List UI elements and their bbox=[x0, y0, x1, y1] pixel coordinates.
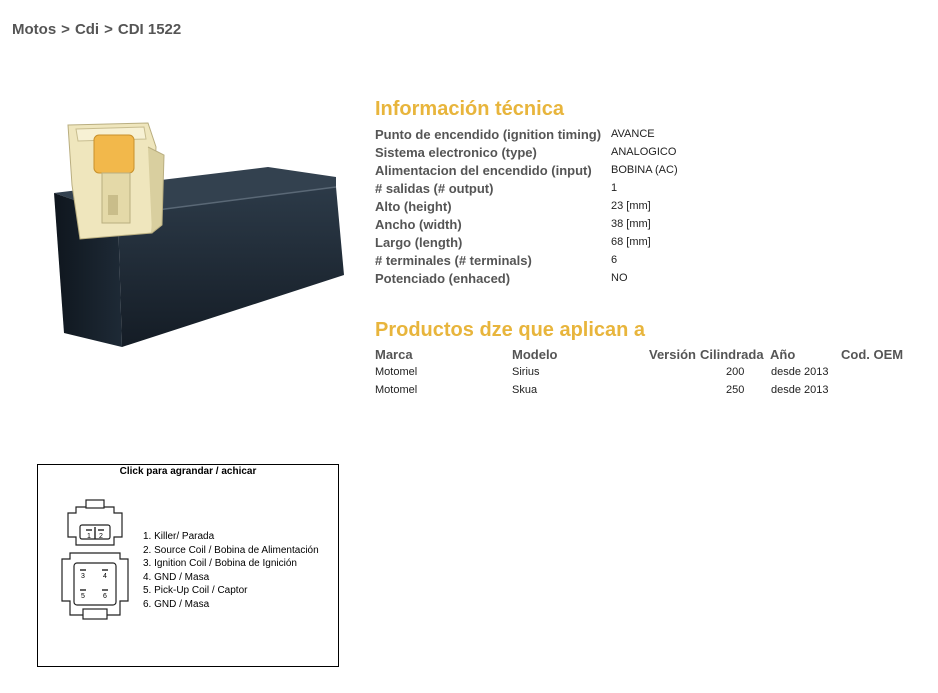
spec-label: # salidas (# output) bbox=[375, 180, 494, 196]
products-table bbox=[375, 345, 911, 399]
spec-value: BOBINA (AC) bbox=[611, 164, 678, 176]
pin-number: 1 bbox=[87, 533, 91, 540]
header-version: Versión bbox=[649, 346, 696, 362]
pin-number: 5 bbox=[81, 593, 85, 600]
spec-value: 38 [mm] bbox=[611, 218, 651, 230]
cell-marca: Motomel bbox=[375, 384, 418, 396]
pin-number: 3 bbox=[81, 573, 85, 580]
wiring-diagram[interactable] bbox=[37, 464, 339, 667]
header-modelo: Modelo bbox=[512, 346, 558, 362]
spec-value: 23 [mm] bbox=[611, 200, 651, 212]
cell-oem bbox=[841, 363, 911, 381]
spec-value: 1 bbox=[611, 182, 618, 194]
connector-diagram bbox=[50, 497, 140, 632]
header-cod-oem: Cod. OEM bbox=[841, 346, 904, 362]
cell-modelo: Skua bbox=[512, 384, 538, 396]
spec-label: # terminales (# terminals) bbox=[375, 252, 532, 268]
breadcrumb-current: CDI 1522 bbox=[117, 21, 182, 38]
header-marca: Marca bbox=[375, 346, 413, 362]
cell-cilindrada: 250 bbox=[726, 384, 745, 396]
breadcrumb bbox=[12, 21, 181, 38]
cell-version bbox=[649, 381, 700, 399]
spec-row bbox=[375, 251, 678, 269]
spec-label: Largo (length) bbox=[375, 234, 463, 250]
breadcrumb-separator: > bbox=[61, 21, 70, 38]
spec-value: ANALOGICO bbox=[611, 146, 677, 158]
pin-description: 4. GND / Masa bbox=[143, 571, 210, 583]
spec-table bbox=[375, 125, 678, 287]
pin-description: 2. Source Coil / Bobina de Alimentación bbox=[143, 544, 319, 556]
spec-value: 6 bbox=[611, 254, 618, 266]
table-row bbox=[375, 363, 911, 381]
breadcrumb-cdi[interactable]: Cdi bbox=[74, 21, 100, 38]
connector-latch bbox=[94, 135, 134, 173]
table-row bbox=[375, 381, 911, 399]
cell-ano: desde 2013 bbox=[771, 384, 829, 396]
pin-number: 4 bbox=[103, 573, 107, 580]
wiring-caption: Click para agrandar / achicar bbox=[119, 466, 257, 477]
header-cilindrada: Cilindrada bbox=[700, 346, 764, 362]
spec-value: NO bbox=[611, 272, 628, 284]
pin-description: 3. Ignition Coil / Bobina de Ignición bbox=[143, 558, 297, 569]
pin-number: 2 bbox=[99, 533, 103, 540]
spec-label: Ancho (width) bbox=[375, 216, 462, 232]
pin-description: 1. Killer/ Parada bbox=[143, 531, 215, 542]
header-ano: Año bbox=[770, 346, 796, 362]
spec-label: Alto (height) bbox=[375, 198, 452, 214]
cell-oem bbox=[841, 381, 911, 399]
products-header-row bbox=[375, 345, 911, 363]
spec-value: AVANCE bbox=[611, 128, 655, 140]
pin-description: 5. Pick-Up Coil / Captor bbox=[143, 585, 248, 596]
product-image[interactable] bbox=[36, 115, 348, 350]
spec-value: 68 [mm] bbox=[611, 236, 651, 248]
spec-label: Alimentacion del encendido (input) bbox=[375, 162, 592, 178]
spec-label: Punto de encendido (ignition timing) bbox=[375, 126, 602, 142]
cell-version bbox=[649, 363, 700, 381]
breadcrumb-separator: > bbox=[104, 21, 113, 38]
breadcrumb-motos[interactable]: Motos bbox=[12, 21, 57, 38]
pin-description: 6. GND / Masa bbox=[143, 598, 210, 610]
pin-list bbox=[143, 530, 319, 611]
section-title-products: Productos dze que aplican a bbox=[375, 319, 646, 341]
spec-row bbox=[375, 161, 678, 179]
spec-row bbox=[375, 269, 678, 287]
spec-row bbox=[375, 125, 678, 143]
spec-row bbox=[375, 197, 678, 215]
spec-label: Sistema electronico (type) bbox=[375, 144, 537, 160]
spec-row bbox=[375, 179, 678, 197]
spec-label: Potenciado (enhaced) bbox=[375, 270, 511, 286]
cell-cilindrada: 200 bbox=[726, 366, 745, 378]
cell-modelo: Sirius bbox=[512, 366, 540, 378]
pin-number: 6 bbox=[103, 593, 107, 600]
cell-ano: desde 2013 bbox=[771, 366, 829, 378]
cell-marca: Motomel bbox=[375, 366, 418, 378]
spec-row bbox=[375, 233, 678, 251]
section-title-info: Información técnica bbox=[375, 98, 564, 120]
spec-row bbox=[375, 143, 678, 161]
spec-row bbox=[375, 215, 678, 233]
